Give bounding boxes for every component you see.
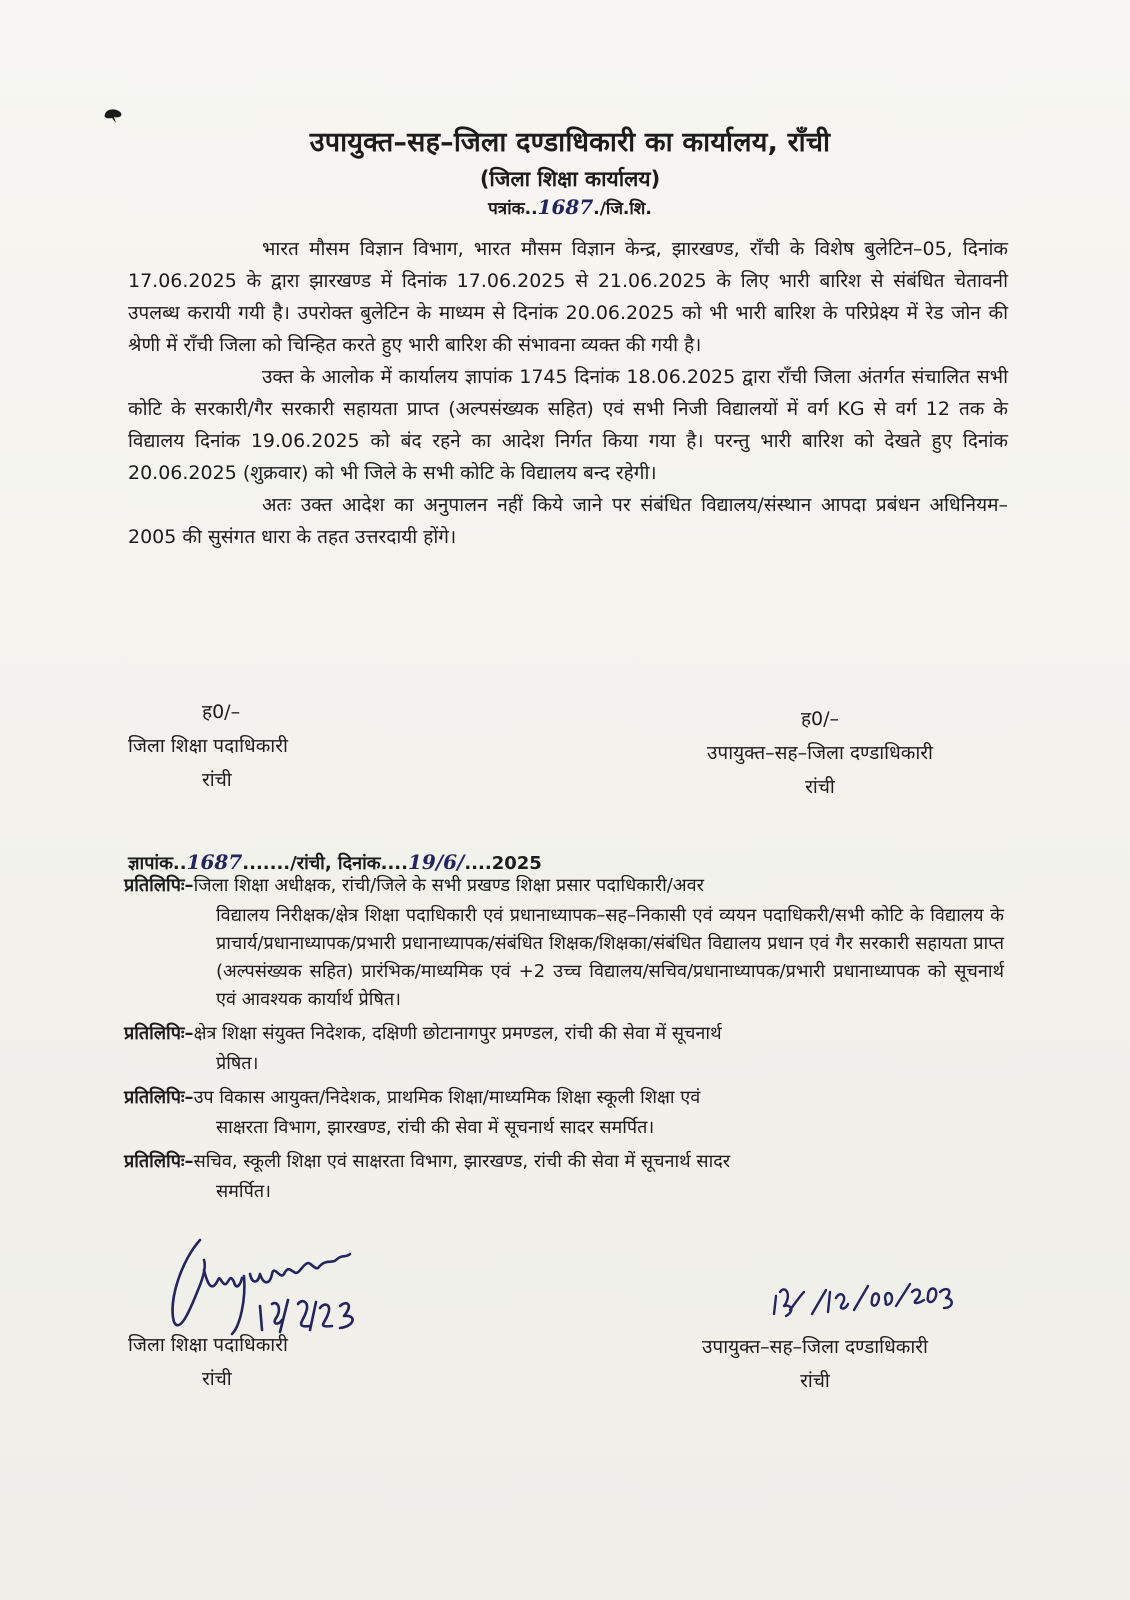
copy-first-line: क्षेत्र शिक्षा संयुक्त निदेशक, दक्षिणी छोटानागपुर प्रमण्डल, रांची की सेवा में सूचनार्थ bbox=[193, 1023, 722, 1044]
sd-mark: ह0/– bbox=[202, 701, 241, 723]
place: रांची bbox=[202, 769, 232, 791]
body-paragraph-3: अतः उक्त आदेश का अनुपालन नहीं किये जाने पर संबंधित विद्यालय/संस्थान आपदा प्रबंधन अधिनियम–2005 की सुसंगत धारा के तहत उत्तरदायी होंगे। bbox=[128, 494, 1008, 548]
memo-number-handwritten: 1687 bbox=[186, 850, 243, 874]
copy-first-line: जिला शिक्षा अधीक्षक, रांची/जिले के सभी प्रखण्ड शिक्षा प्रसार पदाधिकारी/अवर bbox=[193, 875, 704, 896]
copy-list bbox=[124, 872, 1004, 1206]
place: रांची bbox=[202, 1368, 232, 1390]
copy-first-line: सचिव, स्कूली शिक्षा एवं साक्षरता विभाग, झारखण्ड, रांची की सेवा में सूचनार्थ सादर bbox=[193, 1151, 731, 1172]
ref-number-handwritten: 1687 bbox=[537, 195, 594, 219]
designation: उपायुक्त–सह–जिला दण्डाधिकारी bbox=[707, 742, 933, 764]
handwritten-signature bbox=[160, 1230, 400, 1340]
copy-label: प्रतिलिपिः– bbox=[124, 1023, 194, 1044]
letter-header bbox=[160, 122, 980, 219]
copy-first-line: उप विकास आयुक्त/निदेशक, प्राथमिक शिक्षा/माध्यमिक शिक्षा स्कूली शिक्षा एवं bbox=[193, 1087, 701, 1108]
place: रांची bbox=[800, 1370, 830, 1392]
bottom-left-signatory bbox=[128, 1328, 428, 1396]
copy-rest: साक्षरता विभाग, झारखण्ड, रांची की सेवा में सूचनार्थ सादर समर्पित। bbox=[216, 1117, 655, 1138]
copy-rest: विद्यालय निरीक्षक/क्षेत्र शिक्षा पदाधिकारी एवं प्रधानाध्यापक–सह–निकासी एवं व्ययन पदाधिकरी/सभी कोटि के विद्यालय के प्राचार्य/प्रधानाध्यापक/प्रभारी प्रधानाध्यापक/संबंधित शिक्षक/शिक्षका/संबंधित विद्यालय प्रधान एवं गैर सरकारी सहायता प्राप्त (अल्पसंख्यक सहित) प्रारंभिक/माध्यमिक एवं +2 उच्च विद्यालय/सचिव/प्रधानाध्यापक/प्रभारी प्रधानाध्यापक को सूचनार्थ एवं आवश्यक कार्यार्थ प्रेषित। bbox=[216, 905, 1004, 1010]
copy-item bbox=[124, 872, 1004, 1014]
letter-body bbox=[128, 233, 1008, 553]
copy-label: प्रतिलिपिः– bbox=[124, 1151, 194, 1172]
copy-rest: प्रेषित। bbox=[216, 1053, 259, 1074]
body-paragraph-2: उक्त के आलोक में कार्यालय ज्ञापांक 1745 दिनांक 18.06.2025 द्वारा राँची जिला अंतर्गत संचालित सभी कोटि के सरकारी/गैर सरकारी सहायता प्राप्त (अल्पसंख्यक सहित) एवं सभी निजी विद्यालयों में वर्ग KG से वर्ग 12 तक के विद्यालय दिनांक 19.06.2025 को बंद रहने का आदेश निर्गत किया गया है। परन्तु भारी बारिश को देखते हुए दिनांक 20.06.2025 (शुक्रवार) को भी जिले के सभी कोटि के विद्यालय बन्द रहेगी। bbox=[128, 366, 1008, 484]
ref-suffix: ./जि.शि. bbox=[593, 199, 652, 219]
designation: उपायुक्त–सह–जिला दण्डाधिकारी bbox=[702, 1336, 928, 1358]
ref-prefix: पत्रांक.. bbox=[488, 199, 538, 219]
designation: जिला शिक्षा पदाधिकारी bbox=[128, 735, 288, 757]
body-paragraph-1: भारत मौसम विज्ञान विभाग, भारत मौसम विज्ञान केन्द्र, झारखण्ड, राँची के विशेष बुलेटिन–05, दिनांक 17.06.2025 के द्वारा झारखण्ड में दिनांक 17.06.2025 से 21.06.2025 के लिए भारी बारिश से संबंधित चेतावनी उपलब्ध करायी गयी है। उपरोक्त बुलेटिन के माध्यम से दिनांक 20.06.2025 को भी भारी बारिश के परिप्रेक्ष्य में रेड जोन की श्रेणी में राँची जिला को चिन्हित करते हुए भारी बारिश की संभावना व्यक्त की गयी है। bbox=[128, 238, 1008, 356]
ink-blot-mark bbox=[103, 108, 123, 124]
reference-number bbox=[160, 195, 980, 219]
copy-label: प्रतिलिपिः– bbox=[124, 1087, 194, 1108]
memo-date-handwritten: 19/6/ bbox=[407, 850, 465, 874]
copy-item bbox=[124, 1084, 1004, 1142]
handwritten-initials bbox=[768, 1262, 958, 1322]
copy-rest: समर्पित। bbox=[216, 1181, 271, 1202]
copy-label: प्रतिलिपिः– bbox=[124, 875, 194, 896]
place: रांची bbox=[805, 776, 835, 798]
copy-item bbox=[124, 1020, 1004, 1078]
office-subtitle: (जिला शिक्षा कार्यालय) bbox=[479, 167, 661, 191]
top-left-signatory bbox=[128, 695, 428, 797]
memo-prefix: ज्ञापांक.. bbox=[128, 853, 187, 874]
top-right-signatory bbox=[660, 702, 980, 804]
office-title: उपायुक्त–सह–जिला दण्डाधिकारी का कार्यालय, राँची bbox=[309, 127, 831, 158]
bottom-right-signatory bbox=[655, 1330, 975, 1398]
designation: जिला शिक्षा पदाधिकारी bbox=[128, 1334, 288, 1356]
memo-middle: ......./रांची, दिनांक.... bbox=[242, 853, 408, 874]
memo-year: ....2025 bbox=[464, 853, 542, 874]
sd-mark: ह0/– bbox=[800, 708, 840, 730]
copy-item bbox=[124, 1148, 1004, 1206]
